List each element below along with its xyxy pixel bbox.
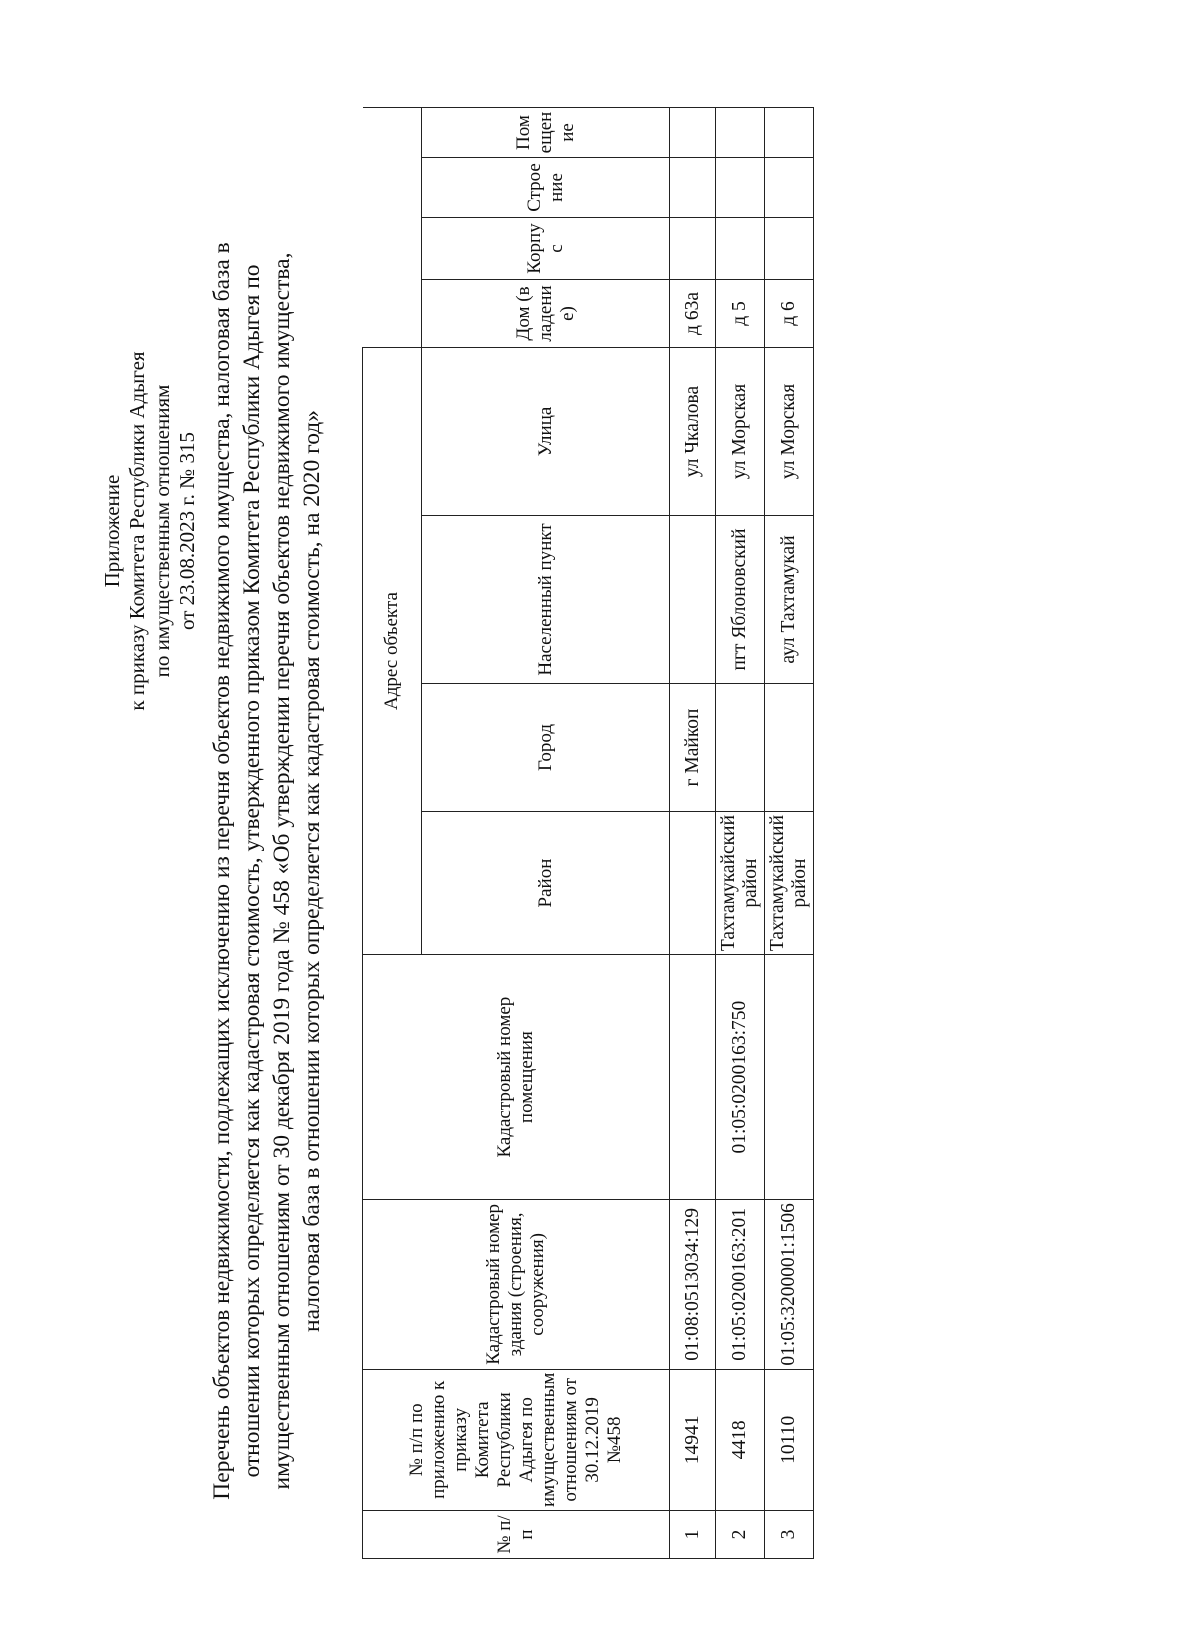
cell-premises-cadastral: 01:05:0200163:750 [716, 955, 765, 1200]
cell-district [670, 811, 716, 954]
cell-settlement: пгт Яблоновский [716, 515, 765, 683]
header-street: Улица [422, 347, 670, 515]
cell-street: ул Морская [716, 347, 765, 515]
cell-house: д 5 [716, 279, 765, 347]
header-prev-num: № п/п по приложению к приказу Комитета Республики Адыгея по имущественным отношениям от 30.12.2019 №458 [363, 1369, 670, 1510]
cell-prev-num: 10110 [765, 1369, 814, 1510]
cell-building-cadastral: 01:05:3200001:1506 [765, 1200, 814, 1370]
approval-block [100, 271, 200, 791]
header-corpus: Корпус [422, 217, 670, 279]
cell-building-cadastral: 01:05:0200163:201 [716, 1200, 765, 1370]
cell-structure [716, 157, 765, 217]
cell-num: 3 [765, 1511, 814, 1559]
cell-building-cadastral: 01:08:0513034:129 [670, 1200, 716, 1370]
header-city: Город [422, 683, 670, 811]
table-row [670, 107, 716, 1558]
cell-house: д 63а [670, 279, 716, 347]
cell-settlement: аул Тахтамукай [765, 515, 814, 683]
document-title [207, 221, 327, 1521]
cell-settlement [670, 515, 716, 683]
objects-table [362, 107, 814, 1559]
header-address: Адрес объекта [363, 347, 422, 954]
header-address-continuation [363, 107, 422, 347]
approval-committee-line: по имущественным отношениям [150, 384, 174, 678]
cell-prev-num: 4418 [716, 1369, 765, 1510]
title-line: Перечень объектов недвижимости, подлежащих исключению из перечня объектов недвижимого имущества, налоговая база в [209, 242, 235, 1500]
cell-street: ул Морская [765, 347, 814, 515]
cell-street: ул Чкалова [670, 347, 716, 515]
cell-district: Тахтамукайский район [765, 811, 814, 954]
cell-house: д 6 [765, 279, 814, 347]
title-line: отношении которых определяется как кадастровая стоимость, утвержденного приказом Комитета Республики Адыгея по [239, 264, 265, 1478]
approval-date-line: от 23.08.2023 г. № 315 [175, 432, 199, 630]
cell-district: Тахтамукайский район [716, 811, 765, 954]
cell-prev-num: 14941 [670, 1369, 716, 1510]
header-premises-cadastral: Кадастровый номер помещения [363, 955, 670, 1200]
cell-num: 2 [716, 1511, 765, 1559]
cell-room [716, 107, 765, 157]
header-house: Дом (владение) [422, 279, 670, 347]
cell-room [670, 107, 716, 157]
cell-structure [670, 157, 716, 217]
cell-structure [765, 157, 814, 217]
header-district: Район [422, 811, 670, 954]
approval-order-line: к приказу Комитета Республики Адыгея [125, 351, 149, 711]
header-settlement: Населенный пункт [422, 515, 670, 683]
cell-corpus [716, 217, 765, 279]
cell-room [765, 107, 814, 157]
header-structure: Строение [422, 157, 670, 217]
cell-num: 1 [670, 1511, 716, 1559]
title-line: имущественным отношениям от 30 декабря 2019 года № 458 «Об утверждении перечня объектов недвижимого имущества, [269, 252, 295, 1490]
table-row [716, 107, 765, 1558]
table-row [765, 107, 814, 1558]
title-line: налоговая база в отношении которых определяется как кадастровая стоимость, на 2020 год» [299, 410, 325, 1332]
header-num: № п/п [363, 1511, 670, 1559]
cell-corpus [765, 217, 814, 279]
cell-city [716, 683, 765, 811]
cell-city [765, 683, 814, 811]
approval-title: Приложение [100, 474, 124, 588]
cell-premises-cadastral [670, 955, 716, 1200]
header-room: Помещение [422, 107, 670, 157]
cell-premises-cadastral [765, 955, 814, 1200]
cell-corpus [670, 217, 716, 279]
cell-city: г Майкоп [670, 683, 716, 811]
header-building-cadastral: Кадастровый номер здания (строения, сооружения) [363, 1200, 670, 1370]
